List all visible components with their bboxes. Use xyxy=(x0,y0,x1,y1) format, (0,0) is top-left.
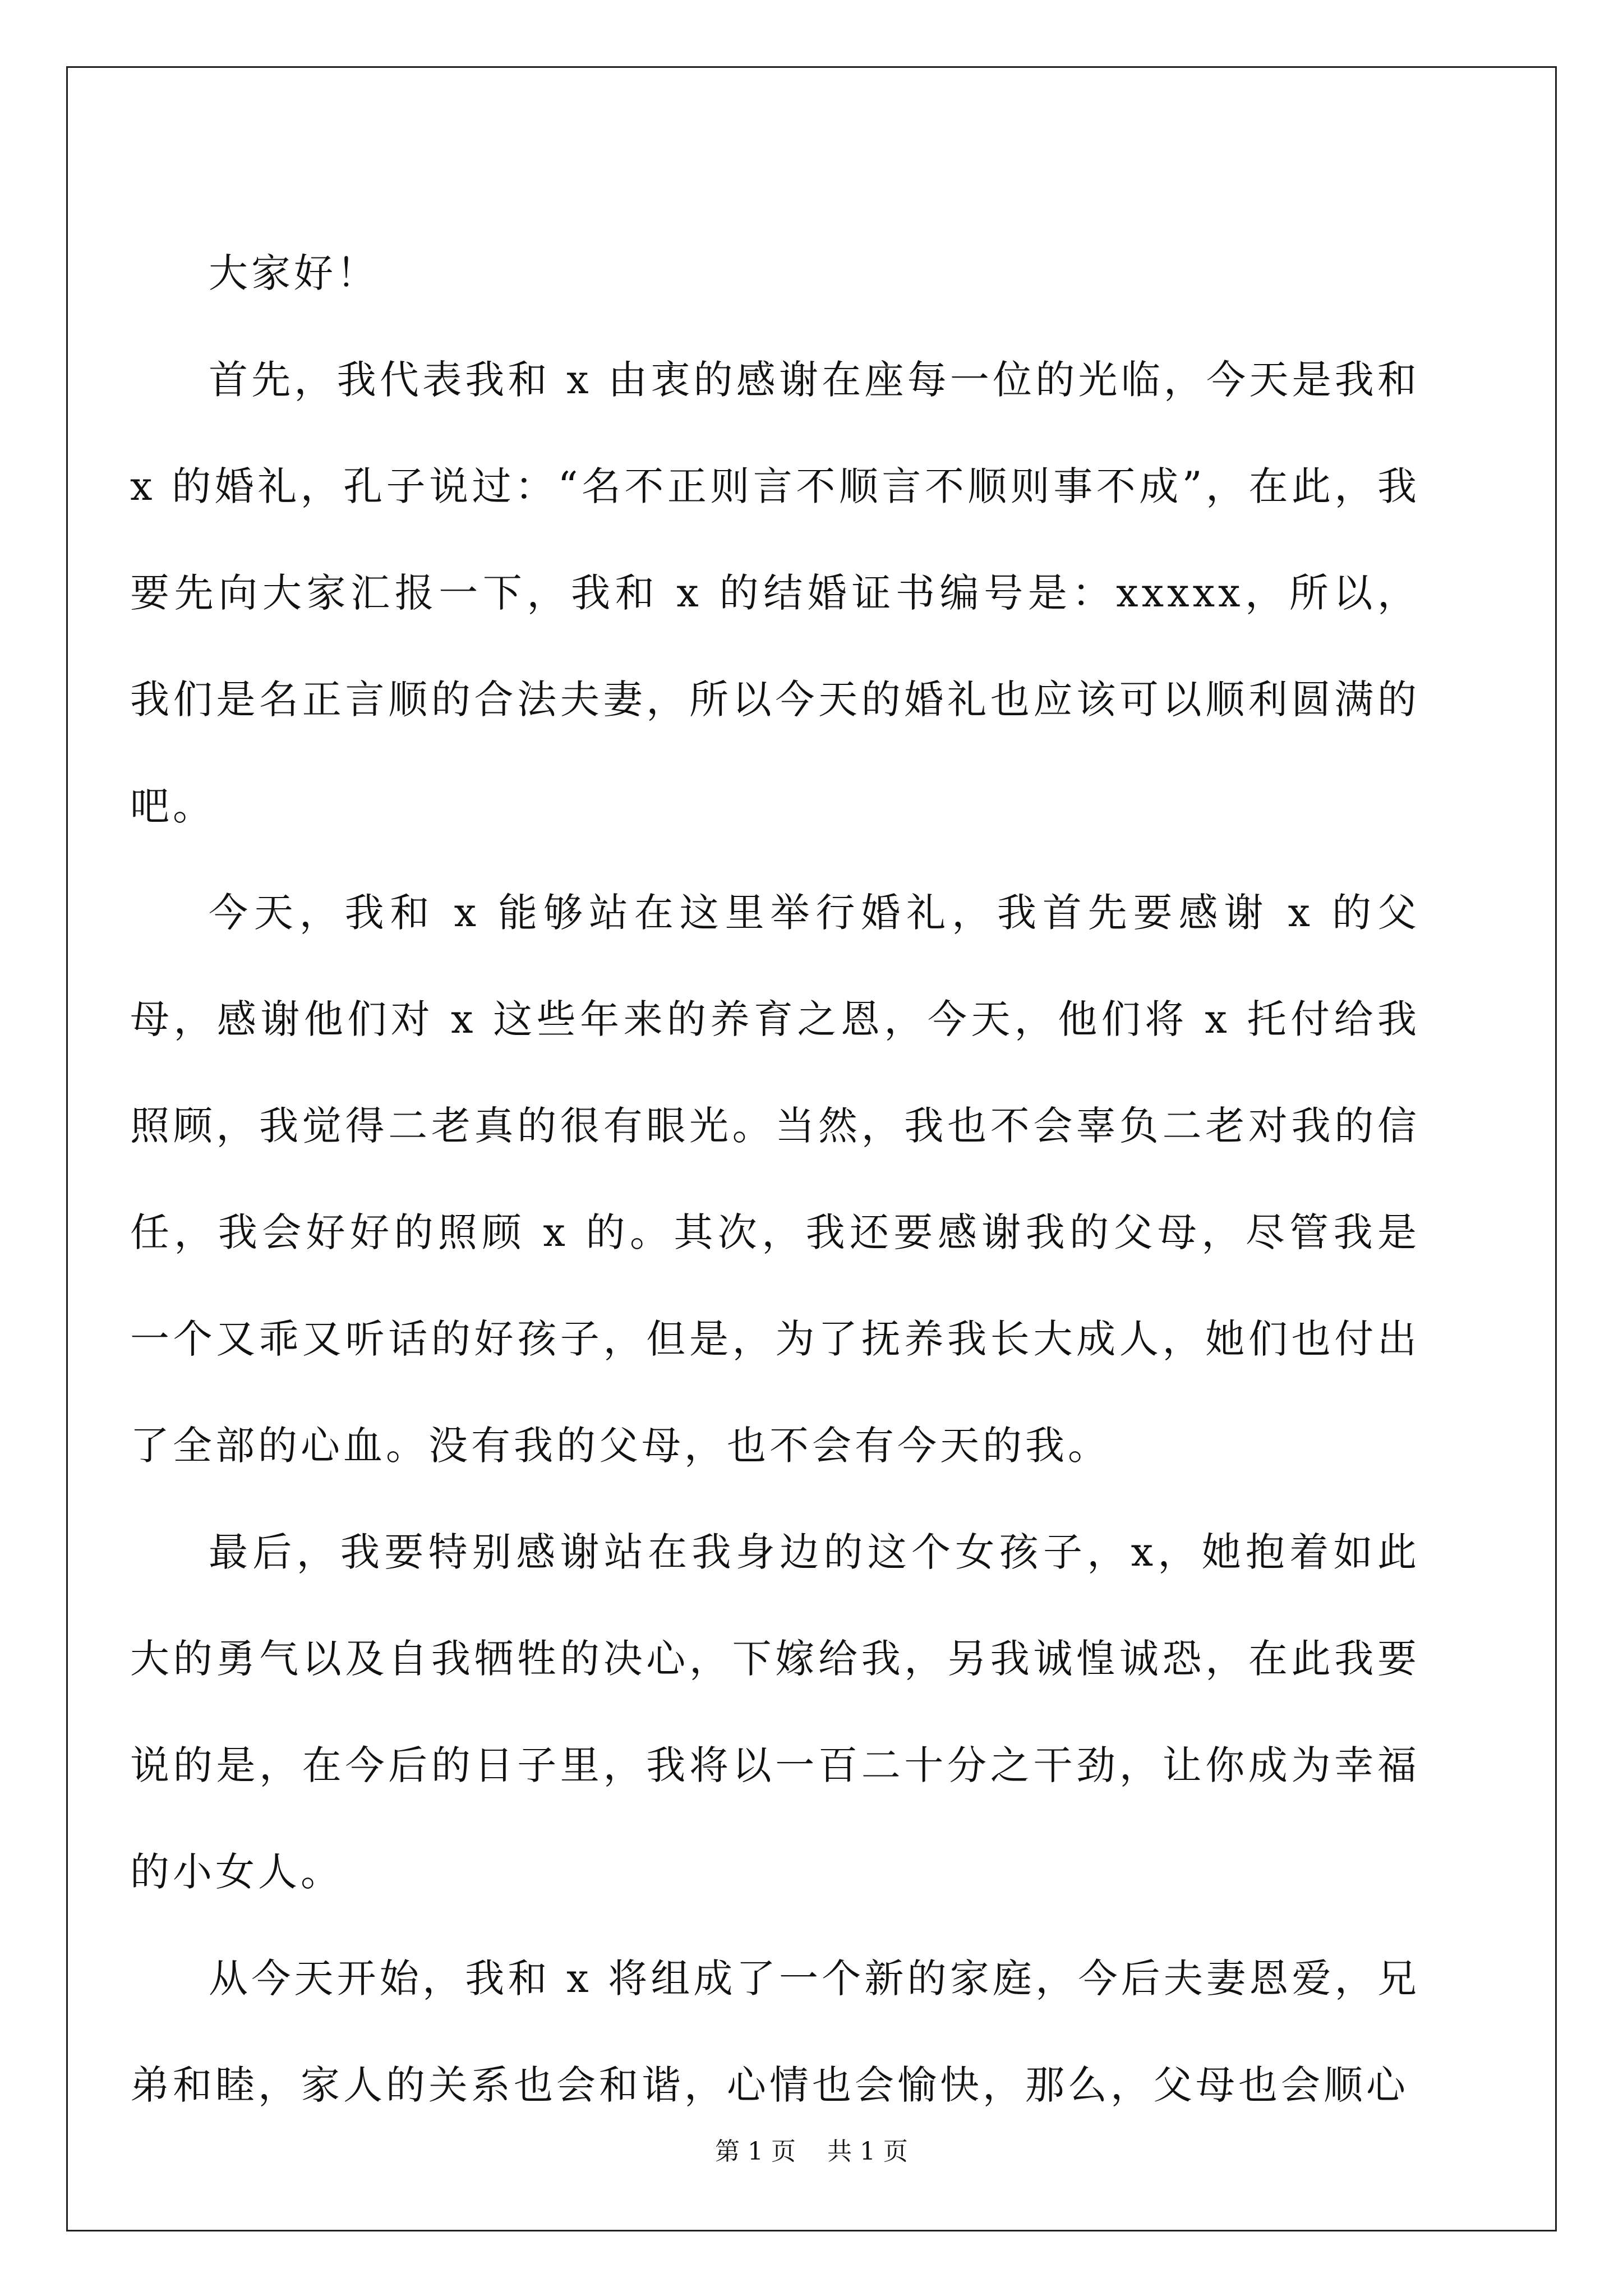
paragraph-thanks-bride: 最后，我要特别感谢站在我身边的这个女孩子，x，她抱着如此大的勇气以及自我牺牲的决心，下嫁给我，另我诚惶诚恐，在此我要说的是，在今后的日子里，我将以一百二十分之干劲，让你成为幸福的小女人。 xyxy=(130,1529,1420,1895)
document-body xyxy=(130,220,1420,2138)
paragraph-opening: 首先，我代表我和 x 由衷的感谢在座每一位的光临，今天是我和 x 的婚礼，孔子说过：“名不正则言不顺言不顺则事不成”，在此，我要先向大家汇报一下，我和 x 的结婚证书编号是：xxxxx，所以，我们是名正言顺的合法夫妻，所以今天的婚礼也应该可以顺利圆满的吧。 xyxy=(130,357,1420,829)
paragraph-new-family: 从今天开始，我和 x 将组成了一个新的家庭，今后夫妻恩爱，兄弟和睦，家人的关系也会和谐，心情也会愉快，那么，父母也会顺心 xyxy=(130,1955,1420,2108)
paragraph-greeting: 大家好！ xyxy=(209,250,379,296)
page-number-footer: 第 1 页 共 1 页 xyxy=(715,2137,908,2166)
paragraph-thanks-parents: 今天，我和 x 能够站在这里举行婚礼，我首先要感谢 x 的父母，感谢他们对 x 这些年来的养育之恩，今天，他们将 x 托付给我照顾，我觉得二老真的很有眼光。当然，我也不会辜负二老对我的信任，我会好好的照顾 x 的。其次，我还要感谢我的父母，尽管我是一个又乖又听话的好孩子，但是，为了抚养我长大成人，她们也付出了全部的心血。没有我的父母，也不会有今天的我。 xyxy=(130,890,1420,1469)
